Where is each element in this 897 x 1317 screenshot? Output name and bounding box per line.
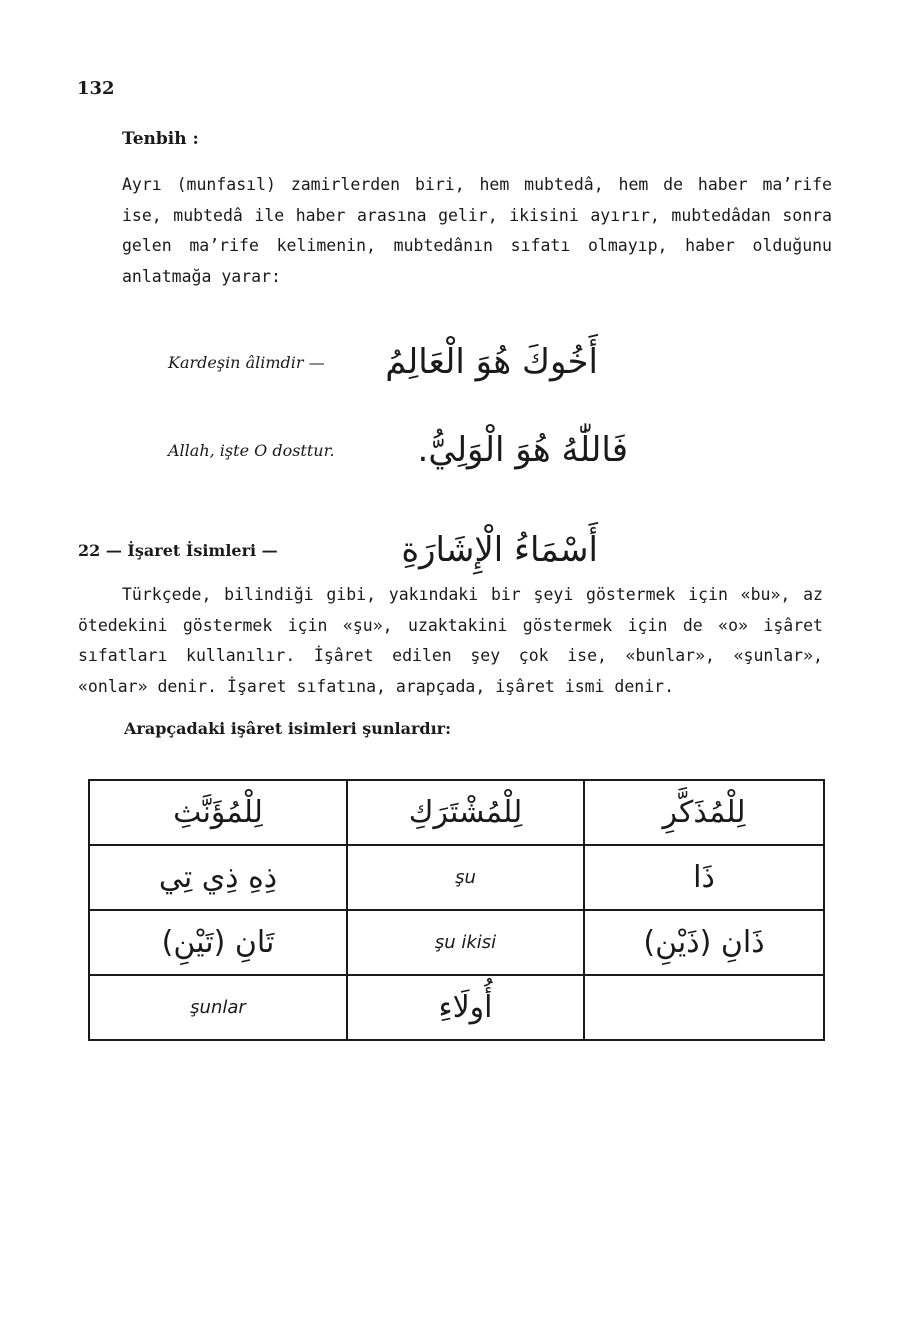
example-1 xyxy=(168,322,628,382)
header-mushterek: لِلْمُشْتَرَكِ xyxy=(347,780,584,845)
cell-muennes: ذِهِ ذِي تِي xyxy=(89,845,347,910)
header-muzekker: لِلْمُذَكَّرِ xyxy=(584,780,824,845)
header-muennes: لِلْمُؤَنَّثِ xyxy=(89,780,347,845)
example-2 xyxy=(168,410,628,470)
section-label: 22 — İşaret İsimleri — xyxy=(78,541,278,560)
table-row xyxy=(89,910,824,975)
cell-muzekker xyxy=(584,975,824,1040)
section-arabic-title: أَسْمَاءُ الْإِشَارَةِ xyxy=(401,530,598,570)
demonstratives-table xyxy=(88,779,825,1041)
section-heading xyxy=(78,510,598,570)
cell-mushterek: şu xyxy=(347,845,584,910)
tenbih-paragraph: Ayrı (munfasıl) zamirlerden biri, hem mubtedâ, hem de haber ma’rife ise, mubtedâ ile haber arasına gelir, ikisini ayırır, mubtedâdan sonra gelen ma’rife kelimenin, mubtedânın sıfatı olmayıp, haber olduğunu anlatmağa yarar: xyxy=(122,175,832,286)
table-header-row xyxy=(89,780,824,845)
cell-mushterek: şu ikisi xyxy=(347,910,584,975)
cell-muennes: تَانِ (تَيْنِ) xyxy=(89,910,347,975)
page-number: 132 xyxy=(77,78,115,99)
table-row xyxy=(89,975,824,1040)
cell-muzekker: ذَانِ (ذَيْنِ) xyxy=(584,910,824,975)
example-1-arabic: أَخُوكَ هُوَ الْعَالِمُ xyxy=(385,342,598,382)
section-paragraph: Türkçede, bilindiği gibi, yakındaki bir şeyi göstermek için «bu», az ötedekini göstermek için «şu», uzaktakini göstermek için de «o» işâret sıfatları kullanılır. İşâret edilen şey çok ise, «bunlar», «şunlar», «onlar» denir. İşaret sıfatına, arapçada, işâret ismi denir. xyxy=(78,585,823,696)
example-2-arabic: فَاللّٰهُ هُوَ الْوَلِيُّ. xyxy=(417,430,628,470)
list-heading: Arapçadaki işâret isimleri şunlardır: xyxy=(124,719,451,738)
cell-muzekker: ذَا xyxy=(584,845,824,910)
example-1-translation: Kardeşin âlimdir — xyxy=(168,353,325,372)
cell-muennes: şunlar xyxy=(89,975,347,1040)
tenbih-heading: Tenbih : xyxy=(122,129,199,149)
example-2-translation: Allah, işte O dosttur. xyxy=(168,441,335,460)
table-row xyxy=(89,845,824,910)
cell-mushterek: أُولَاءِ xyxy=(347,975,584,1040)
